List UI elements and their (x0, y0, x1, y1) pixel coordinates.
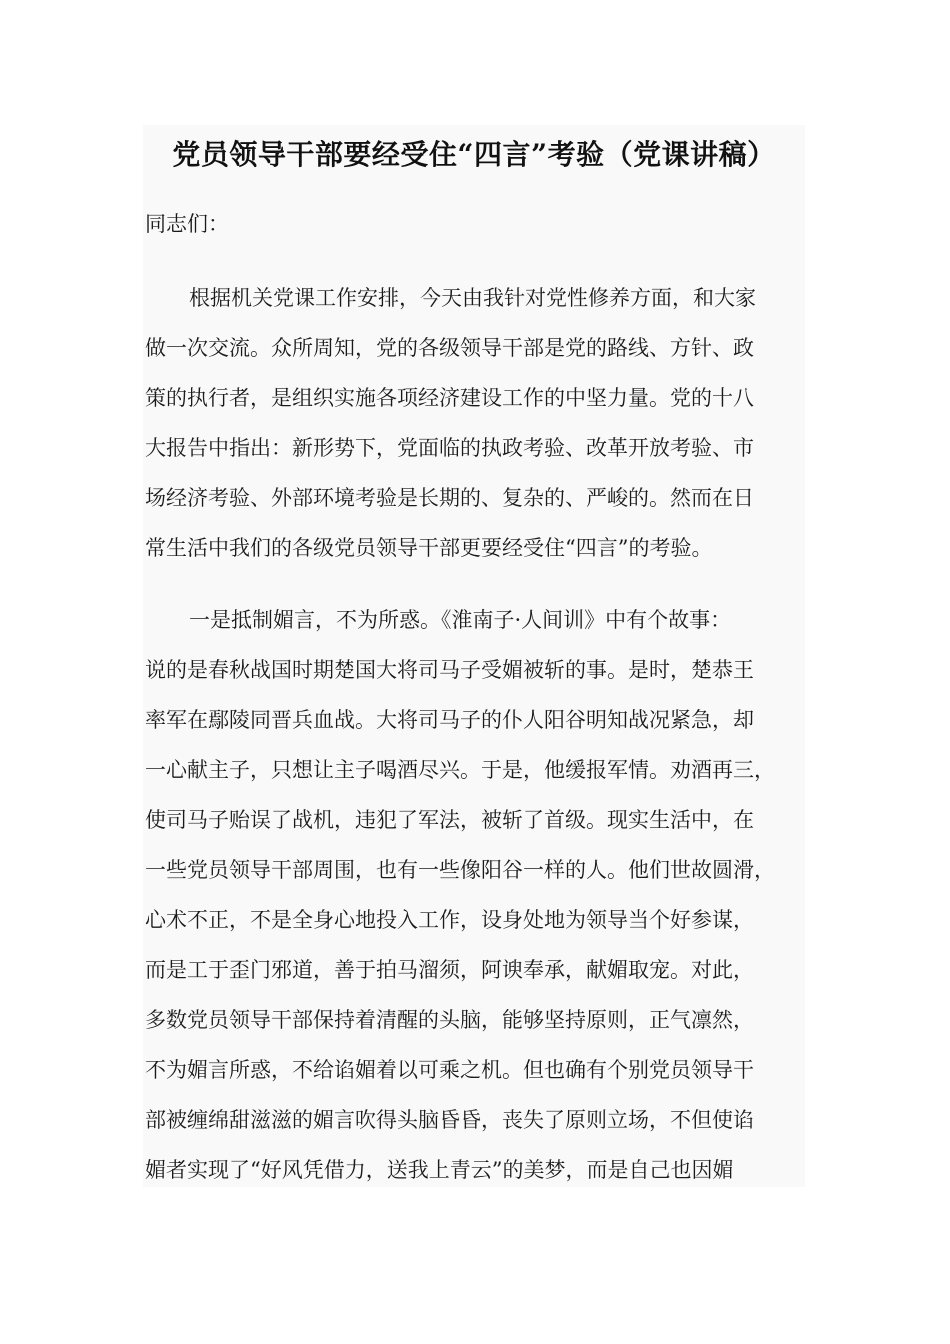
document-title: 党员领导干部要经受住“四言”考验（党课讲稿） (172, 138, 776, 171)
paragraph-2-line-3: 率军在鄢陵同晋兵血战。大将司马子的仆人阳谷明知战况紧急，却 (145, 708, 754, 732)
salutation: 同志们： (145, 212, 229, 236)
paragraph-2-line-8: 而是工于歪门邪道，善于拍马溜须，阿谀奉承，献媚取宠。对此， (145, 958, 754, 982)
paragraph-1-line-2: 做一次交流。众所周知，党的各级领导干部是党的路线、方针、政 (145, 336, 754, 360)
paragraph-2-line-7: 心术不正，不是全身心地投入工作，设身处地为领导当个好参谋， (145, 908, 754, 932)
paragraph-1-line-4: 大报告中指出：新形势下，党面临的执政考验、改革开放考验、市 (145, 436, 754, 460)
paragraph-2-line-2: 说的是春秋战国时期楚国大将司马子受媚被斩的事。是时，楚恭王 (145, 658, 754, 682)
paragraph-2-line-9: 多数党员领导干部保持着清醒的头脑，能够坚持原则，正气凛然， (145, 1008, 754, 1032)
paragraph-2-line-5: 使司马子贻误了战机，违犯了军法，被斩了首级。现实生活中，在 (145, 808, 754, 832)
paragraph-1-line-3: 策的执行者，是组织实施各项经济建设工作的中坚力量。党的十八 (145, 386, 754, 410)
paragraph-2-line-4: 一心献主子，只想让主子喝酒尽兴。于是，他缓报军情。劝酒再三， (145, 758, 775, 782)
paragraph-1-line-5: 场经济考验、外部环境考验是长期的、复杂的、严峻的。然而在日 (145, 486, 754, 510)
paragraph-2-line-11: 部被缠绵甜滋滋的媚言吹得头脑昏昏，丧失了原则立场，不但使谄 (145, 1108, 754, 1132)
paragraph-2-line-6: 一些党员领导干部周围，也有一些像阳谷一样的人。他们世故圆滑， (145, 858, 775, 882)
paragraph-1-line-1: 根据机关党课工作安排，今天由我针对党性修养方面，和大家 (189, 286, 756, 310)
document-body (143, 125, 805, 1187)
paragraph-1-line-6: 常生活中我们的各级党员领导干部更要经受住“四言”的考验。 (145, 536, 713, 560)
paragraph-2-line-10: 不为媚言所惑，不给谄媚着以可乘之机。但也确有个别党员领导干 (145, 1058, 754, 1082)
paragraph-2-line-1: 一是抵制媚言，不为所惑。《淮南子·人间训》中有个故事： (189, 608, 732, 632)
paragraph-2-line-12: 媚者实现了“好风凭借力，送我上青云”的美梦，而是自己也因媚 (145, 1158, 734, 1182)
